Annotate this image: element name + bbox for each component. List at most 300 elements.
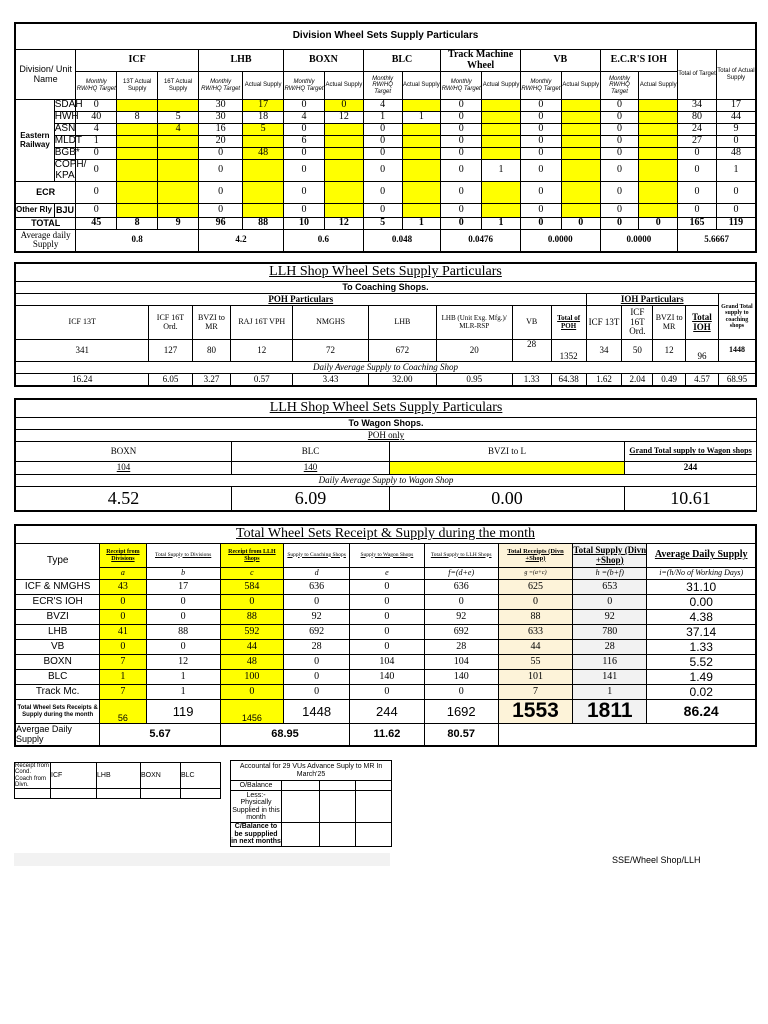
division-value: 0 bbox=[284, 182, 325, 204]
division-value bbox=[561, 160, 600, 182]
coaching-value: 1448 bbox=[718, 340, 755, 362]
division-value: 0 bbox=[520, 182, 561, 204]
coaching-col-header: Total of POH bbox=[551, 306, 586, 340]
receipt-value: 101 bbox=[498, 670, 572, 685]
wagon-shop-table bbox=[15, 399, 757, 511]
receipt-value: 1 bbox=[573, 685, 647, 700]
receipt-value: 780 bbox=[573, 625, 647, 640]
receipt-value: 0 bbox=[100, 595, 146, 610]
receipt-total-value: 1692 bbox=[424, 700, 498, 724]
division-value bbox=[482, 148, 521, 160]
division-value: 24 bbox=[678, 124, 717, 136]
division-value: 30 bbox=[199, 100, 243, 112]
total-value: 0 bbox=[520, 218, 561, 230]
receipt-col-header: Average Daily Supply bbox=[647, 544, 756, 568]
sub-header: Monthly RW/HQ Target bbox=[199, 72, 243, 100]
coaching-col-header: ICF 13T bbox=[16, 306, 149, 340]
division-value: 1 bbox=[482, 160, 521, 182]
division-value: 0 bbox=[520, 136, 561, 148]
division-value: 0 bbox=[441, 204, 482, 218]
division-value: 0 bbox=[363, 148, 402, 160]
coaching-avg-value: 4.57 bbox=[686, 374, 719, 386]
division-value bbox=[117, 124, 158, 136]
coaching-col-header: ICF 13T bbox=[586, 306, 622, 340]
division-value bbox=[482, 182, 521, 204]
coaching-subtitle: To Coaching Shops. bbox=[16, 282, 756, 294]
coaching-avg-value: 3.43 bbox=[293, 374, 369, 386]
division-value bbox=[117, 100, 158, 112]
coaching-avg-value: 16.24 bbox=[16, 374, 149, 386]
division-value: 0 bbox=[76, 160, 117, 182]
receipt-value: 44 bbox=[220, 640, 283, 655]
sub-header: Monthly RW/HQ Target bbox=[284, 72, 325, 100]
coaching-avg-value: 1.62 bbox=[586, 374, 622, 386]
sub-header: 13T Actual Supply bbox=[117, 72, 158, 100]
receipt-value: 7 bbox=[100, 655, 146, 670]
coaching-col-header: BVZI to MR bbox=[192, 306, 231, 340]
wagon-value: 244 bbox=[625, 462, 757, 475]
receipt-col-formula: g =(a+c) bbox=[498, 568, 572, 580]
division-value: 4 bbox=[284, 112, 325, 124]
division-value: 0 bbox=[600, 182, 639, 204]
receipt-col-formula: c bbox=[220, 568, 283, 580]
receipt-total-value: 56 bbox=[100, 700, 146, 724]
sub-header: Monthly RW/HQ Target bbox=[363, 72, 402, 100]
cond-coach-col: BLC bbox=[181, 763, 221, 789]
division-value bbox=[324, 148, 363, 160]
receipt-row bbox=[16, 595, 756, 610]
division-value bbox=[243, 160, 284, 182]
division-row bbox=[16, 182, 756, 204]
receipt-value: 1 bbox=[146, 670, 220, 685]
receipt-value: 55 bbox=[498, 655, 572, 670]
coaching-col-header: BVZI to MR bbox=[653, 306, 686, 340]
division-name: COPH/ KPA bbox=[54, 159, 87, 181]
coaching-col-header: LHB (Unit Exg. Mfg.)/ MLR-RSP bbox=[436, 306, 512, 340]
coaching-avg-value: 2.04 bbox=[622, 374, 653, 386]
receipt-avg-value: 11.62 bbox=[350, 724, 424, 746]
receipt-value: 7 bbox=[100, 685, 146, 700]
receipt-supply-table bbox=[15, 525, 756, 746]
division-value bbox=[639, 182, 678, 204]
coaching-avg-value: 32.00 bbox=[368, 374, 436, 386]
division-value: 0 bbox=[520, 124, 561, 136]
division-name: ASN bbox=[54, 123, 76, 135]
receipt-col-formula: f=(d+e) bbox=[424, 568, 498, 580]
receipt-value: 88 bbox=[146, 625, 220, 640]
coaching-avg-value: 0.95 bbox=[436, 374, 512, 386]
coaching-shop-table bbox=[15, 263, 756, 386]
cond-coach-col: LHB bbox=[97, 763, 141, 789]
division-value: 0 bbox=[324, 100, 363, 112]
receipt-value: 0 bbox=[350, 640, 424, 655]
division-total-row bbox=[16, 218, 756, 230]
division-value bbox=[158, 100, 199, 112]
division-value bbox=[639, 100, 678, 112]
receipt-value: 0 bbox=[424, 595, 498, 610]
division-value: 1 bbox=[716, 160, 755, 182]
coaching-col-header: ICF 16T Ord. bbox=[149, 306, 192, 340]
division-value: 17 bbox=[716, 100, 755, 112]
division-value bbox=[561, 136, 600, 148]
receipt-col-formula: b bbox=[146, 568, 220, 580]
total-value: 45 bbox=[76, 218, 117, 230]
avg-value: 0.8 bbox=[76, 229, 199, 251]
division-value: 18 bbox=[243, 112, 284, 124]
receipt-value: 636 bbox=[424, 580, 498, 595]
division-value bbox=[158, 148, 199, 160]
division-value bbox=[158, 204, 199, 218]
division-supply-section bbox=[14, 22, 757, 253]
receipt-total-value: 244 bbox=[350, 700, 424, 724]
group-header: Track Machine Wheel bbox=[441, 50, 521, 72]
coaching-avg-value: 64.38 bbox=[551, 374, 586, 386]
division-value: 0 bbox=[600, 160, 639, 182]
division-value: 16 bbox=[199, 124, 243, 136]
division-value bbox=[482, 124, 521, 136]
division-value: 0 bbox=[363, 182, 402, 204]
division-row bbox=[16, 124, 756, 136]
division-value bbox=[639, 112, 678, 124]
receipt-type: ECR'S IOH bbox=[16, 595, 100, 610]
receipt-value: 0 bbox=[350, 685, 424, 700]
receipt-value: 0 bbox=[498, 595, 572, 610]
total-value: 10 bbox=[284, 218, 325, 230]
receipt-avg-row bbox=[16, 724, 756, 746]
receipt-supply-section bbox=[14, 524, 757, 747]
receipt-value: 1.33 bbox=[647, 640, 756, 655]
receipt-avg-value: 80.57 bbox=[424, 724, 498, 746]
receipt-value: 592 bbox=[220, 625, 283, 640]
receipt-col-header: Receipt from LLH Shops bbox=[220, 544, 283, 568]
receipt-type: VB bbox=[16, 640, 100, 655]
cond-coach-col: BOXN bbox=[141, 763, 181, 789]
wagon-avg-value: 0.00 bbox=[390, 487, 625, 511]
total-value: 5 bbox=[363, 218, 402, 230]
sub-header: Monthly RW/HQ Target bbox=[441, 72, 482, 100]
cond-coach-col: ICF bbox=[51, 763, 97, 789]
footer-bar bbox=[14, 853, 390, 866]
division-value: 0 bbox=[199, 148, 243, 160]
coaching-value: 28 bbox=[512, 340, 551, 362]
total-value: 0 bbox=[600, 218, 639, 230]
receipt-value: 100 bbox=[220, 670, 283, 685]
signature: SSE/Wheel Shop/LLH bbox=[612, 855, 701, 865]
division-value: 1 bbox=[363, 112, 402, 124]
receipt-avg-value: 5.67 bbox=[100, 724, 220, 746]
division-value: 27 bbox=[678, 136, 717, 148]
division-value: 0 bbox=[441, 124, 482, 136]
division-avg-row bbox=[16, 229, 756, 251]
division-value bbox=[324, 160, 363, 182]
receipt-col-header: Total Supply to Divisions bbox=[146, 544, 220, 568]
coaching-value: 96 bbox=[686, 340, 719, 362]
division-value bbox=[402, 182, 441, 204]
group-header: VB bbox=[520, 50, 600, 72]
receipt-value: 44 bbox=[498, 640, 572, 655]
coaching-avg-value: 1.33 bbox=[512, 374, 551, 386]
receipt-value: 0.00 bbox=[647, 595, 756, 610]
division-value: 0 bbox=[363, 124, 402, 136]
receipt-type: BVZI bbox=[16, 610, 100, 625]
sub-header: Actual Supply bbox=[243, 72, 284, 100]
receipt-value: 0 bbox=[284, 670, 350, 685]
receipt-value: 41 bbox=[100, 625, 146, 640]
receipt-value: 1 bbox=[146, 685, 220, 700]
receipt-value: 12 bbox=[146, 655, 220, 670]
wagon-avg-value: 6.09 bbox=[232, 487, 390, 511]
division-value: 5 bbox=[158, 112, 199, 124]
receipt-cond-coach-label: Receipt from Cond. Coach from Divn. bbox=[15, 763, 50, 788]
receipt-value: 5.52 bbox=[647, 655, 756, 670]
division-value bbox=[243, 204, 284, 218]
receipt-value: 0 bbox=[350, 580, 424, 595]
total-value: 96 bbox=[199, 218, 243, 230]
avg-value: 0.048 bbox=[363, 229, 441, 251]
receipt-value: 0 bbox=[220, 685, 283, 700]
division-value: 0 bbox=[199, 160, 243, 182]
division-value: 0 bbox=[441, 182, 482, 204]
receipt-value: 92 bbox=[573, 610, 647, 625]
receipt-value: 0 bbox=[146, 595, 220, 610]
receipt-value: 88 bbox=[220, 610, 283, 625]
division-value: 40 bbox=[76, 112, 117, 124]
receipt-value: 28 bbox=[573, 640, 647, 655]
division-value bbox=[482, 112, 521, 124]
division-row bbox=[16, 100, 756, 112]
receipt-value: 43 bbox=[100, 580, 146, 595]
receipt-value: 140 bbox=[350, 670, 424, 685]
division-value bbox=[402, 160, 441, 182]
receipt-type: BOXN bbox=[16, 655, 100, 670]
receipt-total-value: 1553 bbox=[498, 700, 572, 724]
sub-header: Monthly RW/HQ Target bbox=[520, 72, 561, 100]
wagon-col-header: BOXN bbox=[16, 442, 232, 462]
avg-value: 5.6667 bbox=[678, 229, 756, 251]
division-value: 0 bbox=[600, 112, 639, 124]
division-value bbox=[402, 136, 441, 148]
division-value bbox=[482, 136, 521, 148]
division-value: 8 bbox=[117, 112, 158, 124]
division-value: 4 bbox=[158, 124, 199, 136]
division-value bbox=[324, 124, 363, 136]
receipt-value: 0 bbox=[284, 685, 350, 700]
receipt-value: 0 bbox=[284, 595, 350, 610]
total-value: 0 bbox=[441, 218, 482, 230]
coaching-col-header: RAJ 16T VPH bbox=[231, 306, 293, 340]
sub-header: Monthly RW/HQ Target bbox=[76, 72, 117, 100]
unit-name-header: Division/ Unit Name bbox=[16, 50, 76, 100]
receipt-value: 0 bbox=[220, 595, 283, 610]
avg-value: 4.2 bbox=[199, 229, 284, 251]
receipt-value: 141 bbox=[573, 670, 647, 685]
receipt-col-formula: d bbox=[284, 568, 350, 580]
division-value bbox=[639, 148, 678, 160]
coaching-title: LLH Shop Wheel Sets Supply Particulars bbox=[16, 264, 756, 282]
division-name: BJU bbox=[54, 204, 76, 218]
total-label: TOTAL bbox=[16, 218, 76, 230]
receipt-col-header: Total Supply to LLH Shops bbox=[424, 544, 498, 568]
receipt-col-header: Supply to Coaching Shops bbox=[284, 544, 350, 568]
division-name: MLDT bbox=[54, 135, 82, 147]
division-value bbox=[639, 136, 678, 148]
division-value bbox=[402, 204, 441, 218]
division-value: 48 bbox=[243, 148, 284, 160]
division-value: 0 bbox=[284, 204, 325, 218]
wagon-avg-label: Daily Average Supply to Wagon Shop bbox=[16, 475, 757, 487]
coaching-avg-value: 68.95 bbox=[718, 374, 755, 386]
receipt-row bbox=[16, 670, 756, 685]
cb-label: C/Balance to be suppplied in next months bbox=[231, 823, 281, 846]
division-value: 0 bbox=[600, 136, 639, 148]
receipt-value: 116 bbox=[573, 655, 647, 670]
division-value bbox=[561, 100, 600, 112]
division-value: 0 bbox=[441, 136, 482, 148]
total-target-header: Total of Target bbox=[678, 50, 717, 100]
poh-header: POH Particulars bbox=[16, 294, 587, 306]
coaching-avg-value: 3.27 bbox=[192, 374, 231, 386]
receipt-total-value: 119 bbox=[146, 700, 220, 724]
division-row bbox=[16, 112, 756, 124]
ioh-header: IOH Particulars bbox=[586, 294, 718, 306]
receipt-value: 0 bbox=[100, 610, 146, 625]
wagon-avg-value: 4.52 bbox=[16, 487, 232, 511]
receipt-total-label: Total Wheel Sets Receipts & Supply during the month bbox=[16, 700, 100, 724]
receipt-value: 692 bbox=[424, 625, 498, 640]
division-value: 0 bbox=[284, 100, 325, 112]
division-value: 1 bbox=[76, 136, 117, 148]
division-value: 0 bbox=[363, 204, 402, 218]
division-value bbox=[117, 160, 158, 182]
coaching-value: 20 bbox=[436, 340, 512, 362]
total-value: 1 bbox=[482, 218, 521, 230]
coaching-col-header: ICF 16T Ord. bbox=[622, 306, 653, 340]
receipt-value: 31.10 bbox=[647, 580, 756, 595]
wagon-col-header: BVZI to L bbox=[390, 442, 625, 462]
division-value: 0 bbox=[520, 112, 561, 124]
receipt-value: 0 bbox=[100, 640, 146, 655]
receipt-value: 92 bbox=[284, 610, 350, 625]
wagon-value: 104 bbox=[16, 462, 232, 475]
receipt-value: 633 bbox=[498, 625, 572, 640]
division-value bbox=[117, 148, 158, 160]
division-name: BGB* bbox=[54, 147, 80, 159]
coaching-value: 12 bbox=[653, 340, 686, 362]
wagon-subtitle: To Wagon Shops. bbox=[16, 418, 757, 430]
division-value: 48 bbox=[716, 148, 755, 160]
receipt-col-header: Total Supply (Divn +Shop) bbox=[573, 544, 647, 568]
division-value bbox=[402, 148, 441, 160]
division-value bbox=[324, 136, 363, 148]
receipt-row bbox=[16, 625, 756, 640]
grand-total-header: Grand Total supply to coaching shops bbox=[718, 294, 755, 340]
receipt-col-header: Receipt from Divisions bbox=[100, 544, 146, 568]
division-value bbox=[561, 112, 600, 124]
division-value: 0 bbox=[441, 160, 482, 182]
division-value bbox=[158, 136, 199, 148]
division-row bbox=[16, 148, 756, 160]
division-value bbox=[117, 182, 158, 204]
division-value: 0 bbox=[678, 148, 717, 160]
total-value: 88 bbox=[243, 218, 284, 230]
wagon-value: 140 bbox=[232, 462, 390, 475]
wagon-value bbox=[390, 462, 625, 475]
division-value: 0 bbox=[199, 182, 243, 204]
sub-header: Actual Supply bbox=[639, 72, 678, 100]
receipt-value: 4.38 bbox=[647, 610, 756, 625]
coaching-value: 672 bbox=[368, 340, 436, 362]
division-value bbox=[482, 100, 521, 112]
wagon-title: LLH Shop Wheel Sets Supply Particulars bbox=[16, 400, 757, 418]
division-value: 0 bbox=[678, 204, 717, 218]
less-supplied-label: Less:- Physically Supplied in this month bbox=[232, 791, 280, 821]
coaching-value: 80 bbox=[192, 340, 231, 362]
receipt-value: 0 bbox=[424, 685, 498, 700]
sub-header: Actual Supply bbox=[402, 72, 441, 100]
receipt-value: 0.02 bbox=[647, 685, 756, 700]
total-value: 9 bbox=[158, 218, 199, 230]
division-value: 1 bbox=[402, 112, 441, 124]
receipt-value: 653 bbox=[573, 580, 647, 595]
division-row bbox=[16, 136, 756, 148]
division-value: 0 bbox=[284, 160, 325, 182]
receipt-row bbox=[16, 685, 756, 700]
division-value bbox=[117, 136, 158, 148]
division-value: 17 bbox=[243, 100, 284, 112]
coaching-value: 34 bbox=[586, 340, 622, 362]
receipt-value: 1.49 bbox=[647, 670, 756, 685]
division-value: 0 bbox=[520, 160, 561, 182]
group-header: E.C.R'S IOH bbox=[600, 50, 678, 72]
receipt-value: 0 bbox=[146, 640, 220, 655]
receipt-avg-empty bbox=[498, 724, 755, 746]
division-value: 4 bbox=[363, 100, 402, 112]
coaching-value: 72 bbox=[293, 340, 369, 362]
avg-value: 0.0000 bbox=[600, 229, 678, 251]
division-value bbox=[324, 204, 363, 218]
avg-value: 0.0000 bbox=[520, 229, 600, 251]
division-value bbox=[117, 204, 158, 218]
division-value bbox=[158, 160, 199, 182]
division-value bbox=[243, 182, 284, 204]
division-value: 0 bbox=[284, 124, 325, 136]
group-header: BLC bbox=[363, 50, 441, 72]
group-header: ICF bbox=[76, 50, 199, 72]
receipt-value: 28 bbox=[424, 640, 498, 655]
coaching-avg-value: 0.49 bbox=[653, 374, 686, 386]
receipt-title: Total Wheel Sets Receipt & Supply during the month bbox=[16, 526, 756, 544]
poh-only-header: POH only bbox=[16, 430, 757, 442]
receipt-value: 104 bbox=[350, 655, 424, 670]
division-value bbox=[482, 204, 521, 218]
coaching-value: 50 bbox=[622, 340, 653, 362]
wagon-col-header: BLC bbox=[232, 442, 390, 462]
division-value: 0 bbox=[363, 136, 402, 148]
division-value: 0 bbox=[600, 124, 639, 136]
division-value: 12 bbox=[324, 112, 363, 124]
advance-supply-table bbox=[230, 760, 392, 847]
receipt-type: BLC bbox=[16, 670, 100, 685]
division-value bbox=[561, 148, 600, 160]
division-value: 0 bbox=[441, 112, 482, 124]
total-value: 165 bbox=[678, 218, 717, 230]
division-name: ECR bbox=[16, 182, 76, 204]
receipt-col-formula: a bbox=[100, 568, 146, 580]
sub-header: 16T Actual Supply bbox=[158, 72, 199, 100]
receipt-total-value: 86.24 bbox=[647, 700, 756, 724]
division-value: 0 bbox=[678, 160, 717, 182]
division-value bbox=[561, 204, 600, 218]
